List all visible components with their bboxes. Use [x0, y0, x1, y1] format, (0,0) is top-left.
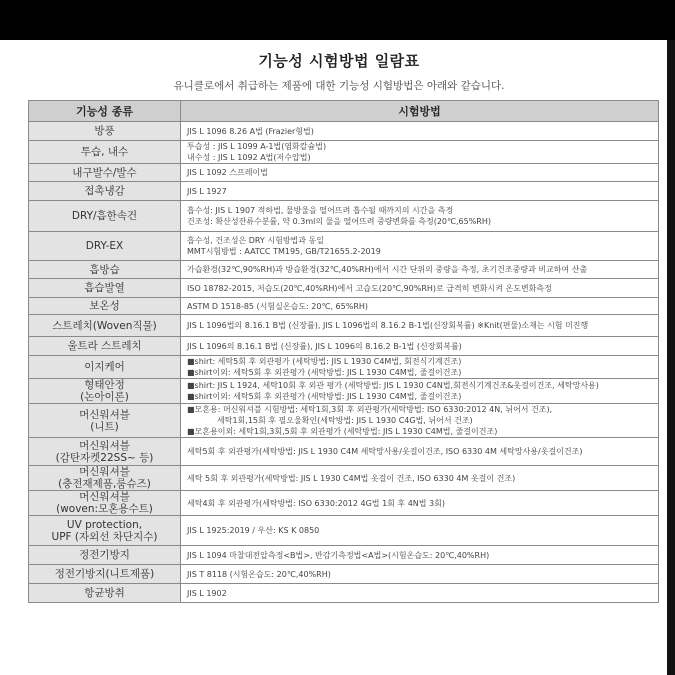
- test-method-cell: [181, 298, 659, 315]
- header-function-type: 기능성 종류: [29, 101, 181, 122]
- function-name-cell: [29, 466, 181, 491]
- function-name: DRY-EX: [85, 240, 124, 252]
- function-name: 머신워셔블: [79, 491, 130, 503]
- test-method-cell: [181, 279, 659, 298]
- test-method-line: 흡수성: JIS L 1907 적하법, 물방울을 떨어뜨려 흡수될 때까지의 시간을 측정: [187, 206, 454, 215]
- table-row: [29, 379, 659, 404]
- function-name: (니트): [90, 420, 119, 433]
- test-method-cell: [181, 546, 659, 565]
- document-subtitle: 유니클로에서 취급하는 제품에 대한 기능성 시험방법은 아래와 같습니다.: [173, 80, 505, 92]
- test-method-line: ■shirt: 세탁5회 후 외관평가 (세탁방법: JIS L 1930 C4M법, 회전식기계건조): [187, 357, 462, 366]
- function-name-cell: [29, 298, 181, 315]
- function-name: 정전기방지: [79, 549, 130, 561]
- test-method-cell: [181, 315, 659, 337]
- table-row: [29, 404, 659, 438]
- top-black-bar: [0, 0, 675, 40]
- function-name-cell: [29, 315, 181, 337]
- function-name-cell: [29, 122, 181, 141]
- table-row: [29, 315, 659, 337]
- table-row: [29, 201, 659, 232]
- test-method-line: 세탁 5회 후 외관평가(세탁방법: JIS L 1930 C4M법 옷걸이 건조, ISO 6330 4M 옷걸이 건조): [187, 473, 516, 483]
- function-name-cell: [29, 565, 181, 584]
- test-method-cell: [181, 404, 659, 438]
- test-method-line: MMT시험방법 : AATCC TM195, GB/T21655.2-2019: [187, 247, 381, 256]
- test-method-line: JIS L 1902: [187, 588, 227, 598]
- right-edge-bar: [667, 40, 675, 675]
- table-body: [29, 122, 659, 603]
- function-name-cell: [29, 141, 181, 164]
- table-row: [29, 122, 659, 141]
- test-method-line: JIS L 1096법의 8.16.1 B법 (신장률), JIS L 1096법의 8.16.2 B-1법(신장회복률) ※Knit(편물)소재는 시험 미진행: [187, 321, 589, 330]
- table-row: [29, 337, 659, 356]
- function-name: 방풍: [94, 125, 115, 137]
- function-name-cell: [29, 232, 181, 261]
- test-method-line: ■모혼용: 머신워셔블 시험방법: 세탁1회,3회 후 외관평가(세탁방법: ISO 6330:2012 4N, 뉘어서 건조),: [187, 405, 553, 414]
- function-name-cell: [29, 356, 181, 379]
- function-name: 머신워셔블: [79, 466, 130, 478]
- test-method-cell: [181, 379, 659, 404]
- document-sheet: [14, 40, 664, 675]
- function-name: (논아이론): [80, 391, 129, 403]
- test-method-line: 세탁5회 후 외관평가(세탁방법: JIS L 1930 C4M 세탁망사용/옷걸이건조, ISO 6330 4M 세탁망사용/옷걸이건조): [187, 447, 583, 456]
- function-name: 접촉냉감: [84, 185, 125, 197]
- function-name-cell: [29, 261, 181, 279]
- function-name: 보온성: [89, 300, 120, 312]
- table-row: [29, 546, 659, 565]
- test-method-cell: [181, 122, 659, 141]
- function-name-cell: [29, 201, 181, 232]
- table-row: [29, 232, 659, 261]
- function-name: 머신워셔블: [79, 439, 130, 452]
- table-row: [29, 565, 659, 584]
- test-method-line: 내수성 : JIS L 1092 A법(저수압법): [187, 153, 311, 162]
- function-name: (충전재제품,룸슈즈): [58, 478, 151, 490]
- test-method-line: 가습환경(32℃,90%RH)과 방습환경(32℃,40%RH)에서 시간 단위의 중량을 측정, 초기건조중량과 비교하여 산출: [187, 265, 588, 274]
- test-method-line: JIS L 1094 마찰대전압측정<B법>, 반감기측정법<A법>(시험온습도: 20℃,40%RH): [187, 550, 490, 560]
- table-row: [29, 261, 659, 279]
- table-row: [29, 356, 659, 379]
- test-method-line: JIS L 1092 스프레이법: [187, 168, 268, 177]
- function-name: (woven:모혼용수트): [56, 503, 153, 515]
- function-name: 머신워셔블: [79, 408, 130, 421]
- test-method-cell: [181, 565, 659, 584]
- function-name: DRY/흡한속건: [71, 210, 138, 222]
- test-method-cell: [181, 466, 659, 491]
- test-method-cell: [181, 491, 659, 516]
- function-name: 흡습발열: [84, 282, 125, 294]
- function-name-cell: [29, 584, 181, 603]
- function-name: UPF (자외선 차단지수): [51, 530, 158, 543]
- test-method-cell: [181, 584, 659, 603]
- test-method-cell: [181, 201, 659, 232]
- test-method-cell: [181, 356, 659, 379]
- function-name-cell: [29, 516, 181, 546]
- function-name: 울트라 스트레치: [67, 340, 142, 352]
- test-method-line: JIS L 1925:2019 / 우산: KS K 0850: [187, 526, 320, 535]
- table-row: [29, 164, 659, 182]
- table-row: [29, 516, 659, 546]
- test-method-line: ■모혼용이외: 세탁1회,3회,5회 후 외관평가 (세탁방법: JIS L 1930 C4M법, 줄걸이건조): [187, 427, 498, 436]
- test-method-line: ISO 18782-2015, 저습도(20℃,40%RH)에서 고습도(20℃,90%RH)로 급격히 변화시켜 온도변화측정: [187, 283, 552, 293]
- table-row: [29, 438, 659, 466]
- document-title: 기능성 시험방법 일람표: [258, 52, 420, 70]
- test-method-line: ■shirt이외: 세탁5회 후 외관평가 (세탁방법: JIS L 1930 C4M법, 줄걸이건조): [187, 368, 462, 377]
- test-method-cell: [181, 516, 659, 546]
- test-method-cell: [181, 164, 659, 182]
- function-name: 정전기방지(니트제품): [54, 568, 155, 580]
- table-row: [29, 279, 659, 298]
- test-method-line: 세탁1회,15회 후 필오울확인(세탁방법: JIS L 1930 C4G법, 뉘어서 건조): [217, 416, 473, 425]
- test-method-line: 건조성: 확산성잔류수분률, 약 0.3ml의 물을 떨어뜨려 중량변화를 측정(20℃,65%RH): [187, 217, 492, 226]
- function-name: 스트레치(Woven직물): [52, 319, 157, 332]
- table-row: [29, 182, 659, 201]
- test-method-cell: [181, 141, 659, 164]
- test-method-line: ASTM D 1518-85 (시험실온습도: 20℃, 65%RH): [187, 301, 369, 311]
- function-name-cell: [29, 404, 181, 438]
- function-name: (감탄자켓22SS~ 등): [55, 451, 154, 464]
- function-name-cell: [29, 279, 181, 298]
- test-method-line: ■shirt이외: 세탁5회 후 외관평가 (세탁방법: JIS L 1930 C4M법, 줄걸이건조): [187, 392, 462, 401]
- test-method-line: ■shirt: JIS L 1924, 세탁10회 후 외관 평가 (세탁방법: JIS L 1930 C4N법,회전식기계건조&옷걸이건조, 세탁망사용): [187, 381, 599, 390]
- test-method-cell: [181, 232, 659, 261]
- table-row: [29, 491, 659, 516]
- function-name-cell: [29, 379, 181, 404]
- function-name-cell: [29, 182, 181, 201]
- table-row: [29, 141, 659, 164]
- test-method-line: 투습성 : JIS L 1099 A-1법(염화칼슘법): [187, 142, 327, 151]
- test-method-line: JIS T 8118 (시험온습도: 20℃,40%RH): [187, 569, 331, 579]
- test-method-cell: [181, 337, 659, 356]
- test-method-cell: [181, 438, 659, 466]
- test-method-line: JIS L 1096의 8.16.1 B법 (신장률), JIS L 1096의 8.16.2 B-1법 (신장회복률): [187, 341, 462, 351]
- function-name-cell: [29, 491, 181, 516]
- function-name: 투습, 내수: [80, 146, 129, 158]
- table-row: [29, 298, 659, 315]
- function-name-cell: [29, 438, 181, 466]
- function-name-cell: [29, 337, 181, 356]
- table-row: [29, 466, 659, 491]
- test-method-line: JIS L 1096 8.26 A법 (Frazier형법): [187, 126, 314, 136]
- function-name: 내구발수/발수: [72, 166, 137, 179]
- header-test-method: 시험방법: [181, 101, 659, 122]
- test-method-table: [28, 100, 659, 603]
- function-name: 이지케어: [84, 361, 125, 373]
- function-name-cell: [29, 164, 181, 182]
- function-name: 흡방습: [89, 263, 120, 276]
- function-name-cell: [29, 546, 181, 565]
- function-name: 형태안정: [84, 379, 125, 391]
- table-header-row: [29, 101, 659, 122]
- function-name: 항균방취: [84, 587, 125, 599]
- test-method-cell: [181, 261, 659, 279]
- test-method-line: 흡수성, 건조성은 DRY 시험방법과 동일: [187, 236, 324, 245]
- table-row: [29, 584, 659, 603]
- test-method-line: 세탁4회 후 외관평가(세탁방법: ISO 6330:2012 4G법 1회 후 4N법 3회): [187, 498, 445, 508]
- test-method-line: JIS L 1927: [187, 186, 227, 196]
- test-method-cell: [181, 182, 659, 201]
- function-name: UV protection,: [66, 518, 143, 531]
